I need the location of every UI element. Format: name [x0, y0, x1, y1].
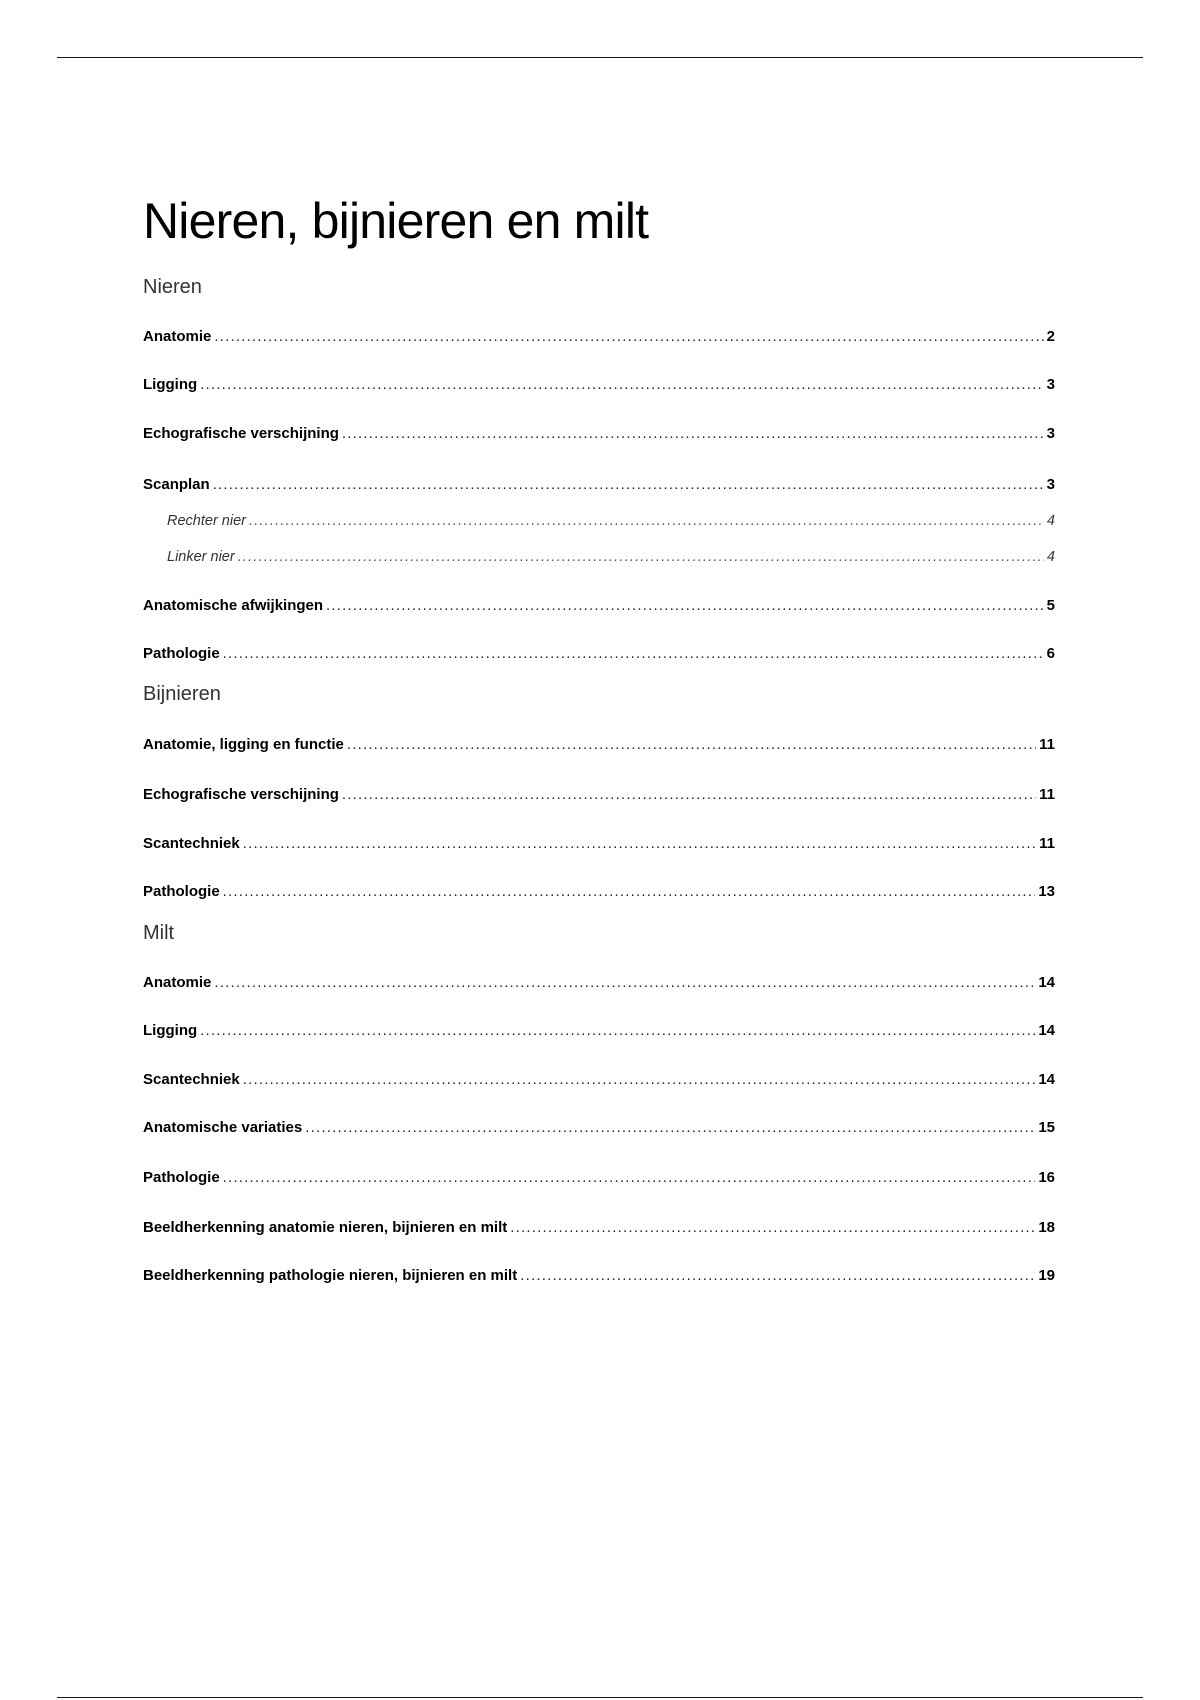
toc-entry-milt-ligging[interactable]	[143, 1021, 1055, 1041]
toc-entry-label: Anatomie	[143, 974, 212, 991]
toc-page-number: 5	[1046, 597, 1055, 614]
toc-page-number: 13	[1038, 883, 1055, 900]
toc-entry-beeldherkenning-pathologie[interactable]	[143, 1266, 1055, 1286]
toc-entry-label: Rechter nier	[167, 513, 246, 529]
toc-page-number: 3	[1046, 376, 1055, 393]
footer-rule	[57, 1697, 1143, 1698]
toc-entry-label: Ligging	[143, 1022, 198, 1039]
toc-entry-nieren-ligging[interactable]	[143, 375, 1055, 395]
section-heading-milt: Milt	[143, 922, 175, 944]
toc-entry-nieren-echografische-verschijning[interactable]	[143, 424, 1055, 444]
header-rule	[57, 57, 1143, 58]
toc-entry-label: Pathologie	[143, 883, 220, 900]
toc-entry-nieren-pathologie[interactable]	[143, 644, 1055, 664]
toc-entry-label: Linker nier	[167, 549, 235, 565]
toc-leader-dots	[223, 1168, 1036, 1188]
toc-subentry-linker-nier[interactable]	[167, 547, 1055, 567]
toc-leader-dots	[223, 882, 1036, 902]
toc-leader-dots	[243, 1070, 1036, 1090]
toc-page-number: 2	[1046, 328, 1055, 345]
toc-page-number: 11	[1039, 835, 1055, 852]
toc-leader-dots	[326, 596, 1044, 616]
toc-page-number: 3	[1046, 476, 1055, 493]
toc-entry-milt-scantechniek[interactable]	[143, 1070, 1055, 1090]
toc-leader-dots	[213, 475, 1044, 495]
toc-entry-label: Pathologie	[143, 645, 220, 662]
toc-subentry-rechter-nier[interactable]	[167, 511, 1055, 531]
section-heading-nieren: Nieren	[143, 276, 202, 298]
toc-page-number: 18	[1038, 1219, 1055, 1236]
toc-leader-dots	[510, 1218, 1035, 1238]
toc-leader-dots	[305, 1118, 1035, 1138]
toc-page-number: 14	[1038, 1071, 1055, 1088]
toc-entry-nieren-scanplan[interactable]	[143, 475, 1055, 495]
toc-leader-dots	[243, 834, 1036, 854]
toc-entry-bijnieren-echografische-verschijning[interactable]	[143, 785, 1055, 805]
toc-leader-dots	[200, 375, 1044, 395]
toc-page-number: 15	[1038, 1119, 1055, 1136]
toc-entry-label: Anatomie	[143, 328, 212, 345]
toc-page-number: 4	[1046, 549, 1055, 565]
toc-entry-milt-pathologie[interactable]	[143, 1168, 1055, 1188]
toc-entry-label: Pathologie	[143, 1169, 220, 1186]
toc-leader-dots	[249, 511, 1044, 531]
toc-page-number: 11	[1039, 736, 1055, 753]
toc-entry-nieren-anatomische-afwijkingen[interactable]	[143, 596, 1055, 616]
toc-entry-beeldherkenning-anatomie[interactable]	[143, 1218, 1055, 1238]
toc-page-number: 3	[1046, 425, 1055, 442]
toc-leader-dots	[238, 547, 1044, 567]
toc-entry-bijnieren-anatomie-ligging-functie[interactable]	[143, 735, 1055, 755]
toc-leader-dots	[214, 973, 1035, 993]
toc-leader-dots	[347, 735, 1036, 755]
toc-entry-label: Scantechniek	[143, 835, 240, 852]
toc-entry-label: Scanplan	[143, 476, 210, 493]
toc-entry-label: Anatomische afwijkingen	[143, 597, 324, 614]
toc-entry-label: Beeldherkenning anatomie nieren, bijnieren en milt	[143, 1219, 508, 1236]
toc-leader-dots	[520, 1266, 1035, 1286]
toc-page-number: 16	[1038, 1169, 1055, 1186]
toc-entry-label: Scantechniek	[143, 1071, 240, 1088]
toc-entry-bijnieren-scantechniek[interactable]	[143, 834, 1055, 854]
toc-page-number: 6	[1046, 645, 1055, 662]
toc-entry-bijnieren-pathologie[interactable]	[143, 882, 1055, 902]
toc-leader-dots	[342, 424, 1044, 444]
toc-page-number: 11	[1039, 786, 1055, 803]
toc-leader-dots	[200, 1021, 1035, 1041]
section-heading-bijnieren: Bijnieren	[143, 683, 221, 705]
toc-page-number: 4	[1046, 513, 1055, 529]
toc-entry-label: Echografische verschijning	[143, 786, 339, 803]
toc-entry-milt-anatomie[interactable]	[143, 973, 1055, 993]
toc-page-number: 19	[1038, 1267, 1055, 1284]
document-title: Nieren, bijnieren en milt	[143, 193, 649, 249]
toc-leader-dots	[223, 644, 1044, 664]
toc-entry-label: Beeldherkenning pathologie nieren, bijnieren en milt	[143, 1267, 518, 1284]
toc-leader-dots	[342, 785, 1036, 805]
toc-leader-dots	[214, 327, 1043, 347]
toc-entry-milt-anatomische-variaties[interactable]	[143, 1118, 1055, 1138]
toc-entry-nieren-anatomie[interactable]	[143, 327, 1055, 347]
toc-page-number: 14	[1038, 1022, 1055, 1039]
toc-entry-label: Anatomie, ligging en functie	[143, 736, 344, 753]
toc-entry-label: Ligging	[143, 376, 198, 393]
toc-entry-label: Echografische verschijning	[143, 425, 339, 442]
toc-page-number: 14	[1038, 974, 1055, 991]
toc-entry-label: Anatomische variaties	[143, 1119, 303, 1136]
